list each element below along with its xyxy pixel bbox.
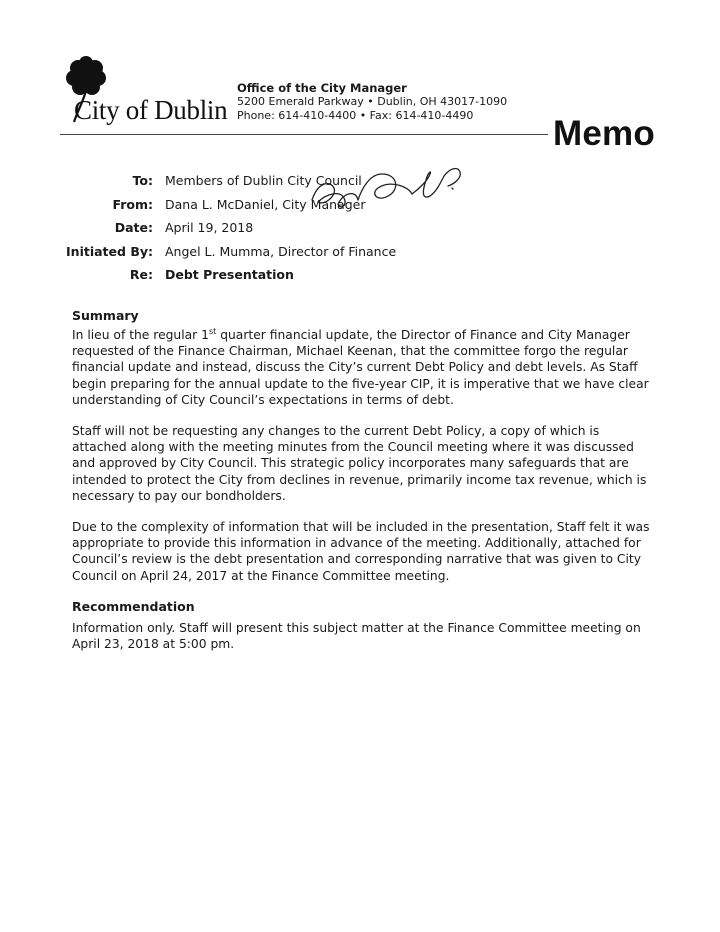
- header-rule: [60, 134, 548, 135]
- date-value: April 19, 2018: [165, 220, 254, 235]
- recommendation-title: Recommendation: [72, 599, 195, 614]
- office-info: [237, 81, 507, 123]
- initiated-label: Initiated By:: [66, 243, 153, 259]
- summary-p1-after: quarter financial update, the Director of Finance and City Manager requested of the Finance Chairman, Michael Keenan, that the committee forgo the regular financial update and instead, discuss the City’s current Debt Policy and debt levels. As Staff begin preparing for the annual update to the five-year CIP, it is imperative that we have clear understanding of City Council’s expectations in terms of debt.: [72, 328, 649, 407]
- recommendation-paragraph: Information only. Staff will present this subject matter at the Finance Committee meeting on April 23, 2018 at 5:00 pm.: [72, 621, 641, 652]
- summary-paragraph-2: Staff will not be requesting any changes to the current Debt Policy, a copy of which is attached along with the meeting minutes from the Council meeting where it was discussed and approved by City Council. This strategic policy incorporates many safeguards that are intended to protect the City from declines in revenue, primarily income tax revenue, which is necessary to pay our bondholders.: [72, 424, 647, 503]
- initiated-value: Angel L. Mumma, Director of Finance: [165, 243, 397, 259]
- initiated-row: [60, 244, 660, 268]
- re-label: Re:: [129, 267, 153, 282]
- logo-text: City of Dublin: [74, 95, 228, 125]
- to-value: Members of Dublin City Council: [165, 173, 362, 188]
- handwritten-signature: [304, 160, 472, 220]
- summary-paragraph-1: [72, 327, 652, 408]
- date-label: Date:: [114, 220, 153, 235]
- date-row: [60, 220, 660, 244]
- from-value: Dana L. McDaniel, City Manager: [165, 196, 366, 212]
- office-address: 5200 Emerald Parkway • Dublin, OH 43017-1090: [237, 95, 508, 108]
- letterhead: [0, 0, 720, 160]
- office-phone-fax: Phone: 614-410-4400 • Fax: 614-410-4490: [237, 109, 474, 122]
- summary-title: Summary: [72, 308, 139, 323]
- office-name: Office of the City Manager: [237, 81, 407, 95]
- summary-p1-sup: st: [208, 326, 217, 336]
- re-row: [60, 267, 660, 291]
- summary-p1-before: In lieu of the regular 1: [72, 328, 209, 342]
- from-label: From:: [112, 196, 153, 212]
- to-label: To:: [132, 173, 153, 188]
- summary-paragraph-3: Due to the complexity of information that will be included in the presentation, Staff felt it was appropriate to provide this information in advance of the meeting. Additionally, attached for Council’s review is the debt presentation and corresponding narrative that was given to City Council on April 24, 2017 at the Finance Committee meeting.: [72, 520, 650, 583]
- memo-title: Memo: [553, 114, 655, 153]
- re-value: Debt Presentation: [165, 267, 294, 282]
